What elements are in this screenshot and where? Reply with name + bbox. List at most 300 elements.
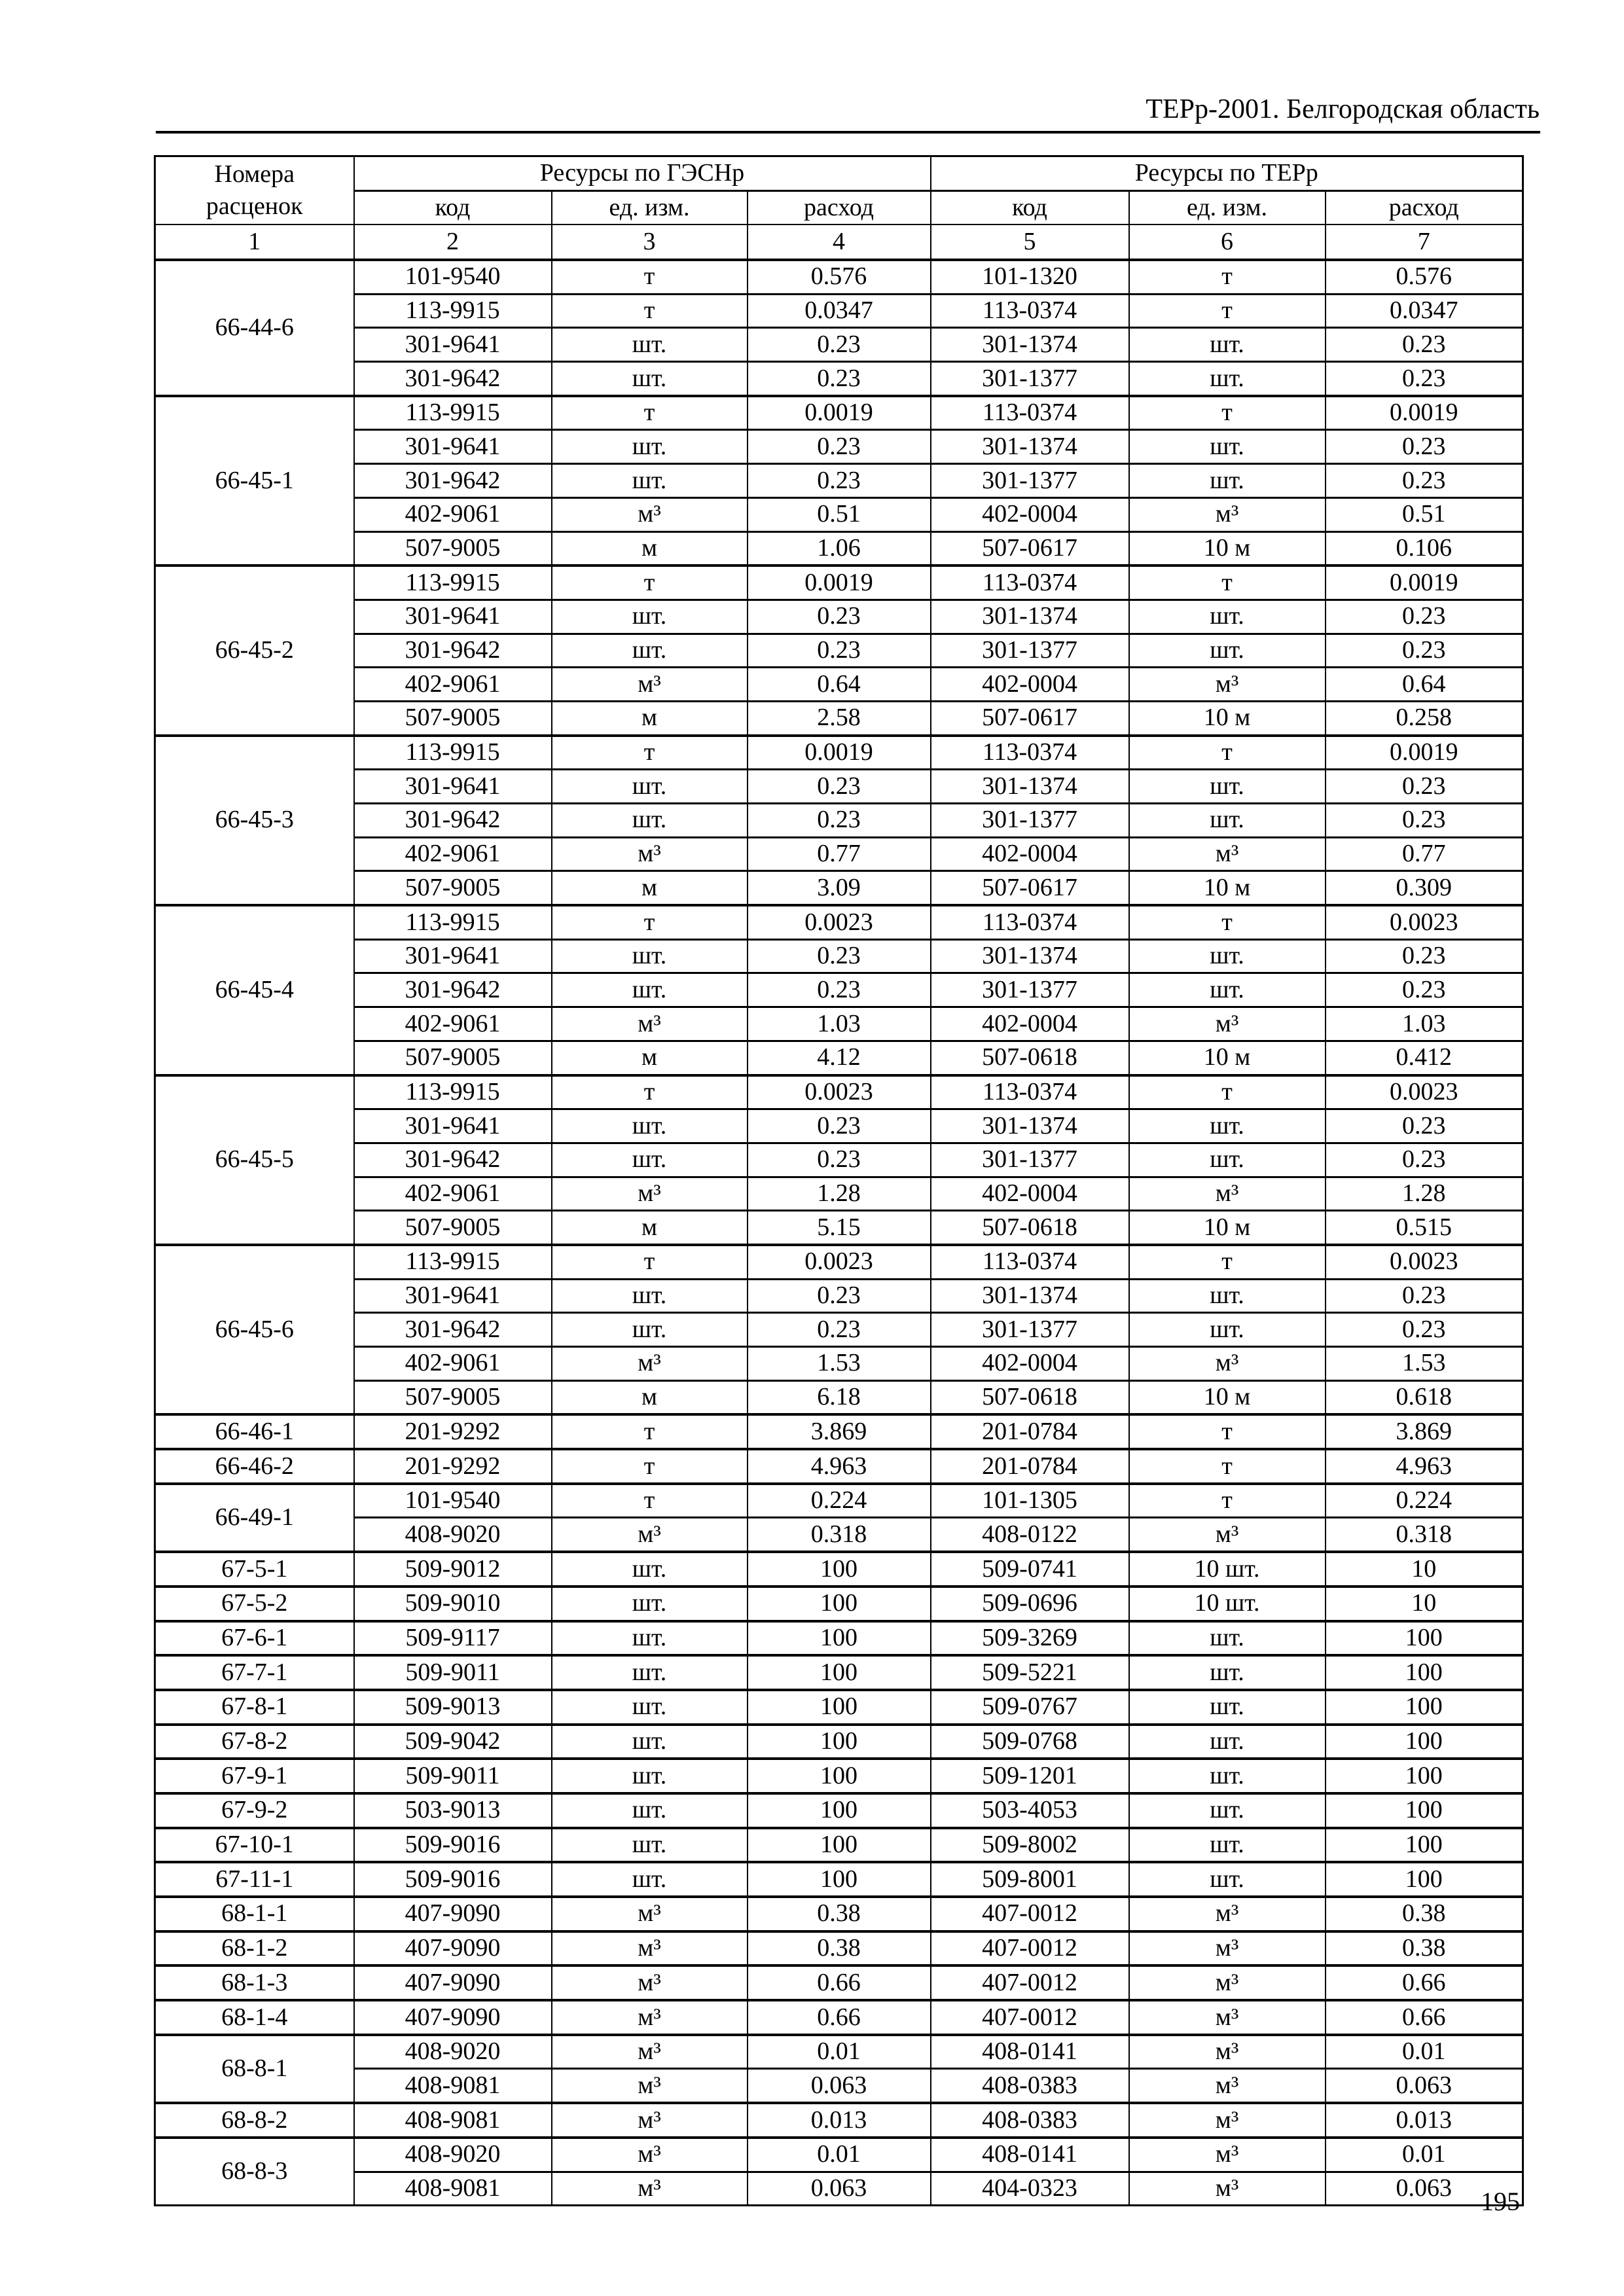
gesn-rate-cell: 0.23: [748, 362, 931, 396]
terr-unit-cell: м³: [1129, 2035, 1326, 2069]
table-row: [155, 497, 1523, 531]
terr-unit-cell: шт.: [1129, 362, 1326, 396]
gesn-unit-cell: м³: [552, 2035, 748, 2069]
gesn-unit-cell: шт.: [552, 804, 748, 838]
gesn-code-cell: 301-9641: [354, 600, 552, 634]
table-row: [155, 2035, 1523, 2069]
gesn-rate-cell: 0.23: [748, 1313, 931, 1347]
table-row: [155, 1862, 1523, 1897]
terr-code-cell: 301-1377: [931, 1313, 1129, 1347]
gesn-rate-cell: 3.869: [748, 1414, 931, 1449]
gesn-unit-cell: шт.: [552, 430, 748, 464]
terr-rate-cell: 0.258: [1326, 701, 1523, 735]
gesn-code-cell: 408-9020: [354, 1518, 552, 1552]
table-row: [155, 770, 1523, 804]
table-row: [155, 565, 1523, 600]
rate-number-cell: 68-1-3: [155, 1965, 354, 2000]
table-row: [155, 1380, 1523, 1414]
table-row: [155, 871, 1523, 905]
table-row: [155, 1279, 1523, 1313]
terr-code-cell: 301-1374: [931, 1109, 1129, 1143]
table-header: [155, 156, 1523, 260]
terr-code-cell: 301-1374: [931, 600, 1129, 634]
col-header-rate-numbers-line2: расценок: [206, 192, 303, 220]
table-row: [155, 1245, 1523, 1279]
terr-unit-cell: м³: [1129, 2103, 1326, 2138]
terr-rate-cell: 0.66: [1326, 1965, 1523, 2000]
gesn-code-cell: 402-9061: [354, 668, 552, 702]
terr-rate-cell: 0.23: [1326, 770, 1523, 804]
gesn-code-cell: 408-9020: [354, 2035, 552, 2069]
terr-rate-cell: 0.23: [1326, 1313, 1523, 1347]
terr-code-cell: 509-1201: [931, 1759, 1129, 1793]
table-row: [155, 1211, 1523, 1245]
table-row: [155, 1725, 1523, 1759]
gesn-unit-cell: шт.: [552, 1862, 748, 1897]
terr-rate-cell: 0.01: [1326, 2035, 1523, 2069]
col-header-terr-rate: расход: [1326, 191, 1523, 225]
gesn-code-cell: 301-9642: [354, 362, 552, 396]
gesn-unit-cell: м: [552, 1211, 748, 1245]
table-row: [155, 2000, 1523, 2035]
gesn-rate-cell: 0.77: [748, 837, 931, 871]
terr-code-cell: 113-0374: [931, 1245, 1129, 1279]
terr-unit-cell: м³: [1129, 497, 1326, 531]
terr-unit-cell: шт.: [1129, 1109, 1326, 1143]
table-row: [155, 1177, 1523, 1211]
rate-number-cell: 66-44-6: [155, 260, 354, 396]
gesn-rate-cell: 5.15: [748, 1211, 931, 1245]
table-row: [155, 1518, 1523, 1552]
gesn-rate-cell: 0.23: [748, 600, 931, 634]
gesn-unit-cell: шт.: [552, 770, 748, 804]
col-header-gesn-rate: расход: [748, 191, 931, 225]
terr-code-cell: 201-0784: [931, 1414, 1129, 1449]
gesn-unit-cell: шт.: [552, 1690, 748, 1725]
terr-code-cell: 113-0374: [931, 736, 1129, 770]
terr-code-cell: 301-1377: [931, 464, 1129, 498]
gesn-unit-cell: м³: [552, 1965, 748, 2000]
table-row: [155, 1655, 1523, 1690]
gesn-code-cell: 113-9915: [354, 294, 552, 328]
rate-number-cell: 67-5-1: [155, 1552, 354, 1587]
gesn-rate-cell: 0.013: [748, 2103, 931, 2138]
table-row: [155, 2138, 1523, 2172]
terr-code-cell: 509-0696: [931, 1587, 1129, 1621]
rate-number-cell: 67-7-1: [155, 1655, 354, 1690]
gesn-rate-cell: 0.0019: [748, 396, 931, 430]
table-body: [155, 260, 1523, 2206]
document-title: ТЕРр-2001. Белгородская область: [1146, 94, 1540, 124]
terr-code-cell: 507-0618: [931, 1041, 1129, 1075]
terr-code-cell: 301-1374: [931, 328, 1129, 362]
table-row: [155, 1484, 1523, 1518]
gesn-unit-cell: т: [552, 736, 748, 770]
terr-rate-cell: 0.23: [1326, 1143, 1523, 1177]
terr-rate-cell: 0.23: [1326, 430, 1523, 464]
terr-rate-cell: 0.224: [1326, 1484, 1523, 1518]
gesn-code-cell: 113-9915: [354, 565, 552, 600]
terr-unit-cell: шт.: [1129, 634, 1326, 668]
gesn-code-cell: 301-9642: [354, 464, 552, 498]
gesn-unit-cell: м³: [552, 1931, 748, 1966]
gesn-unit-cell: м³: [552, 2172, 748, 2206]
table-row: [155, 1690, 1523, 1725]
terr-rate-cell: 100: [1326, 1690, 1523, 1725]
terr-unit-cell: т: [1129, 294, 1326, 328]
gesn-code-cell: 507-9005: [354, 1380, 552, 1414]
table-row: [155, 1897, 1523, 1931]
terr-rate-cell: 0.23: [1326, 600, 1523, 634]
table-row: [155, 294, 1523, 328]
gesn-unit-cell: м³: [552, 2000, 748, 2035]
gesn-unit-cell: м³: [552, 1518, 748, 1552]
terr-rate-cell: 0.38: [1326, 1931, 1523, 1966]
terr-rate-cell: 10: [1326, 1587, 1523, 1621]
terr-unit-cell: м³: [1129, 1965, 1326, 2000]
terr-code-cell: 408-0122: [931, 1518, 1129, 1552]
terr-code-cell: 509-0767: [931, 1690, 1129, 1725]
terr-unit-cell: 10 м: [1129, 1041, 1326, 1075]
terr-unit-cell: шт.: [1129, 770, 1326, 804]
col-header-gesn-group: Ресурсы по ГЭСНр: [354, 156, 931, 191]
gesn-code-cell: 301-9641: [354, 328, 552, 362]
gesn-code-cell: 407-9090: [354, 2000, 552, 2035]
terr-code-cell: 408-0383: [931, 2069, 1129, 2103]
gesn-rate-cell: 100: [748, 1759, 931, 1793]
gesn-code-cell: 113-9915: [354, 396, 552, 430]
terr-rate-cell: 0.23: [1326, 328, 1523, 362]
rate-number-cell: 67-10-1: [155, 1828, 354, 1863]
table-row: [155, 736, 1523, 770]
col-number-1: 1: [155, 224, 354, 260]
gesn-unit-cell: т: [552, 565, 748, 600]
gesn-rate-cell: 0.0023: [748, 1245, 931, 1279]
terr-unit-cell: шт.: [1129, 1793, 1326, 1828]
terr-unit-cell: м³: [1129, 1177, 1326, 1211]
table-row: [155, 2069, 1523, 2103]
terr-code-cell: 507-0617: [931, 531, 1129, 565]
terr-unit-cell: т: [1129, 565, 1326, 600]
gesn-rate-cell: 0.0019: [748, 565, 931, 600]
gesn-unit-cell: м³: [552, 1347, 748, 1381]
table-row: [155, 1143, 1523, 1177]
terr-code-cell: 402-0004: [931, 1007, 1129, 1041]
rate-number-cell: 68-1-1: [155, 1897, 354, 1931]
terr-code-cell: 507-0618: [931, 1380, 1129, 1414]
col-number-7: 7: [1326, 224, 1523, 260]
gesn-code-cell: 301-9642: [354, 1143, 552, 1177]
terr-rate-cell: 0.23: [1326, 634, 1523, 668]
rate-number-cell: 66-45-5: [155, 1075, 354, 1245]
terr-rate-cell: 0.77: [1326, 837, 1523, 871]
terr-rate-cell: 0.0023: [1326, 1075, 1523, 1109]
terr-rate-cell: 0.0023: [1326, 1245, 1523, 1279]
gesn-code-cell: 402-9061: [354, 1007, 552, 1041]
table-header-group-row: [155, 156, 1523, 191]
gesn-rate-cell: 4.12: [748, 1041, 931, 1075]
gesn-code-cell: 509-9013: [354, 1690, 552, 1725]
table-row: [155, 1828, 1523, 1863]
table-row: [155, 1931, 1523, 1966]
terr-rate-cell: 4.963: [1326, 1449, 1523, 1484]
gesn-code-cell: 503-9013: [354, 1793, 552, 1828]
gesn-unit-cell: шт.: [552, 1793, 748, 1828]
terr-code-cell: 301-1374: [931, 430, 1129, 464]
terr-unit-cell: шт.: [1129, 939, 1326, 973]
terr-rate-cell: 100: [1326, 1862, 1523, 1897]
gesn-unit-cell: м³: [552, 1177, 748, 1211]
terr-unit-cell: 10 м: [1129, 531, 1326, 565]
gesn-unit-cell: шт.: [552, 464, 748, 498]
gesn-code-cell: 507-9005: [354, 531, 552, 565]
terr-unit-cell: шт.: [1129, 328, 1326, 362]
table-row: [155, 668, 1523, 702]
terr-rate-cell: 100: [1326, 1759, 1523, 1793]
gesn-unit-cell: м: [552, 871, 748, 905]
gesn-unit-cell: шт.: [552, 328, 748, 362]
table-row: [155, 1313, 1523, 1347]
rate-number-cell: 67-9-1: [155, 1759, 354, 1793]
rate-number-cell: 66-46-1: [155, 1414, 354, 1449]
rate-number-cell: 66-45-1: [155, 396, 354, 565]
gesn-rate-cell: 100: [748, 1690, 931, 1725]
rate-number-cell: 68-8-3: [155, 2138, 354, 2206]
table-row: [155, 2103, 1523, 2138]
gesn-code-cell: 301-9642: [354, 973, 552, 1007]
terr-rate-cell: 0.063: [1326, 2069, 1523, 2103]
col-header-rate-numbers: [155, 156, 354, 225]
table-row: [155, 396, 1523, 430]
terr-unit-cell: шт.: [1129, 600, 1326, 634]
terr-code-cell: 509-5221: [931, 1655, 1129, 1690]
table-row: [155, 939, 1523, 973]
terr-code-cell: 509-0768: [931, 1725, 1129, 1759]
gesn-unit-cell: шт.: [552, 1655, 748, 1690]
rate-number-cell: 68-1-4: [155, 2000, 354, 2035]
gesn-unit-cell: т: [552, 260, 748, 294]
gesn-rate-cell: 100: [748, 1862, 931, 1897]
terr-code-cell: 402-0004: [931, 1177, 1129, 1211]
col-number-5: 5: [931, 224, 1129, 260]
terr-unit-cell: м³: [1129, 1007, 1326, 1041]
table-row: [155, 1552, 1523, 1587]
terr-rate-cell: 0.063: [1326, 2172, 1523, 2206]
terr-rate-cell: 1.28: [1326, 1177, 1523, 1211]
rate-number-cell: 66-45-2: [155, 565, 354, 735]
rate-number-cell: 68-1-2: [155, 1931, 354, 1966]
terr-rate-cell: 100: [1326, 1828, 1523, 1863]
terr-rate-cell: 100: [1326, 1655, 1523, 1690]
terr-rate-cell: 0.23: [1326, 973, 1523, 1007]
terr-rate-cell: 1.53: [1326, 1347, 1523, 1381]
terr-rate-cell: 0.23: [1326, 804, 1523, 838]
terr-code-cell: 101-1320: [931, 260, 1129, 294]
gesn-code-cell: 101-9540: [354, 1484, 552, 1518]
gesn-code-cell: 101-9540: [354, 260, 552, 294]
terr-rate-cell: 10: [1326, 1552, 1523, 1587]
terr-rate-cell: 0.23: [1326, 1279, 1523, 1313]
gesn-code-cell: 301-9642: [354, 634, 552, 668]
col-header-gesn-unit: ед. изм.: [552, 191, 748, 225]
table-header-numbering-row: [155, 224, 1523, 260]
rate-number-cell: 66-46-2: [155, 1449, 354, 1484]
gesn-unit-cell: м³: [552, 837, 748, 871]
gesn-code-cell: 113-9915: [354, 1075, 552, 1109]
terr-code-cell: 301-1374: [931, 1279, 1129, 1313]
terr-unit-cell: 10 м: [1129, 871, 1326, 905]
terr-code-cell: 407-0012: [931, 1897, 1129, 1931]
header-divider: [156, 131, 1540, 134]
terr-rate-cell: 0.0019: [1326, 396, 1523, 430]
gesn-code-cell: 201-9292: [354, 1449, 552, 1484]
gesn-code-cell: 408-9081: [354, 2172, 552, 2206]
terr-rate-cell: 0.576: [1326, 260, 1523, 294]
table-row: [155, 804, 1523, 838]
gesn-unit-cell: м³: [552, 668, 748, 702]
col-header-terr-unit: ед. изм.: [1129, 191, 1326, 225]
gesn-rate-cell: 0.66: [748, 1965, 931, 2000]
terr-rate-cell: 0.51: [1326, 497, 1523, 531]
table-row: [155, 531, 1523, 565]
gesn-unit-cell: шт.: [552, 362, 748, 396]
terr-unit-cell: шт.: [1129, 1655, 1326, 1690]
gesn-rate-cell: 100: [748, 1552, 931, 1587]
terr-unit-cell: шт.: [1129, 1621, 1326, 1656]
table-row: [155, 1759, 1523, 1793]
gesn-rate-cell: 0.01: [748, 2138, 931, 2172]
gesn-rate-cell: 0.23: [748, 804, 931, 838]
terr-code-cell: 301-1374: [931, 770, 1129, 804]
terr-code-cell: 507-0618: [931, 1211, 1129, 1245]
gesn-unit-cell: шт.: [552, 1109, 748, 1143]
terr-rate-cell: 0.0019: [1326, 736, 1523, 770]
gesn-code-cell: 407-9090: [354, 1965, 552, 2000]
terr-code-cell: 407-0012: [931, 2000, 1129, 2035]
gesn-rate-cell: 2.58: [748, 701, 931, 735]
gesn-code-cell: 509-9010: [354, 1587, 552, 1621]
terr-unit-cell: т: [1129, 736, 1326, 770]
gesn-rate-cell: 0.0023: [748, 1075, 931, 1109]
rate-number-cell: 67-8-2: [155, 1725, 354, 1759]
terr-unit-cell: м³: [1129, 2000, 1326, 2035]
gesn-rate-cell: 0.224: [748, 1484, 931, 1518]
terr-unit-cell: 10 шт.: [1129, 1587, 1326, 1621]
terr-unit-cell: т: [1129, 1484, 1326, 1518]
rate-number-cell: 67-9-2: [155, 1793, 354, 1828]
terr-code-cell: 301-1377: [931, 973, 1129, 1007]
terr-code-cell: 408-0383: [931, 2103, 1129, 2138]
terr-code-cell: 101-1305: [931, 1484, 1129, 1518]
gesn-unit-cell: т: [552, 905, 748, 939]
table-row: [155, 1965, 1523, 2000]
terr-unit-cell: т: [1129, 1449, 1326, 1484]
gesn-code-cell: 301-9641: [354, 430, 552, 464]
terr-code-cell: 404-0323: [931, 2172, 1129, 2206]
gesn-rate-cell: 0.23: [748, 939, 931, 973]
gesn-rate-cell: 0.0019: [748, 736, 931, 770]
rate-number-cell: 66-45-4: [155, 905, 354, 1075]
terr-unit-cell: шт.: [1129, 1279, 1326, 1313]
gesn-unit-cell: м³: [552, 2069, 748, 2103]
table-row: [155, 260, 1523, 294]
gesn-rate-cell: 0.23: [748, 464, 931, 498]
terr-unit-cell: 10 шт.: [1129, 1552, 1326, 1587]
terr-unit-cell: т: [1129, 1245, 1326, 1279]
gesn-rate-cell: 0.01: [748, 2035, 931, 2069]
terr-unit-cell: м³: [1129, 2172, 1326, 2206]
table-row: [155, 1075, 1523, 1109]
rate-number-cell: 68-8-1: [155, 2035, 354, 2103]
col-number-6: 6: [1129, 224, 1326, 260]
terr-code-cell: 301-1377: [931, 362, 1129, 396]
gesn-rate-cell: 100: [748, 1587, 931, 1621]
gesn-rate-cell: 3.09: [748, 871, 931, 905]
terr-rate-cell: 0.64: [1326, 668, 1523, 702]
gesn-rate-cell: 0.576: [748, 260, 931, 294]
gesn-unit-cell: м³: [552, 2138, 748, 2172]
gesn-code-cell: 407-9090: [354, 1897, 552, 1931]
gesn-code-cell: 201-9292: [354, 1414, 552, 1449]
table-header-sub-row: [155, 191, 1523, 225]
terr-unit-cell: м³: [1129, 2069, 1326, 2103]
terr-unit-cell: шт.: [1129, 1862, 1326, 1897]
gesn-code-cell: 301-9641: [354, 770, 552, 804]
terr-unit-cell: м³: [1129, 837, 1326, 871]
gesn-rate-cell: 100: [748, 1725, 931, 1759]
table-row: [155, 362, 1523, 396]
gesn-unit-cell: шт.: [552, 1313, 748, 1347]
gesn-code-cell: 408-9081: [354, 2069, 552, 2103]
rate-number-cell: 66-45-3: [155, 736, 354, 905]
gesn-rate-cell: 0.23: [748, 770, 931, 804]
gesn-rate-cell: 0.23: [748, 328, 931, 362]
gesn-rate-cell: 4.963: [748, 1449, 931, 1484]
table-row: [155, 1347, 1523, 1381]
terr-unit-cell: шт.: [1129, 1143, 1326, 1177]
table-row: [155, 1041, 1523, 1075]
gesn-rate-cell: 1.53: [748, 1347, 931, 1381]
gesn-unit-cell: т: [552, 1414, 748, 1449]
gesn-rate-cell: 100: [748, 1793, 931, 1828]
rate-number-cell: 67-5-2: [155, 1587, 354, 1621]
gesn-rate-cell: 0.23: [748, 1109, 931, 1143]
table-row: [155, 701, 1523, 735]
gesn-unit-cell: шт.: [552, 1143, 748, 1177]
terr-code-cell: 301-1377: [931, 634, 1129, 668]
col-header-terr-code: код: [931, 191, 1129, 225]
gesn-unit-cell: т: [552, 294, 748, 328]
gesn-unit-cell: м³: [552, 1007, 748, 1041]
gesn-unit-cell: шт.: [552, 1759, 748, 1793]
terr-rate-cell: 0.515: [1326, 1211, 1523, 1245]
terr-code-cell: 507-0617: [931, 871, 1129, 905]
terr-rate-cell: 0.0019: [1326, 565, 1523, 600]
terr-unit-cell: 10 м: [1129, 701, 1326, 735]
gesn-code-cell: 301-9642: [354, 804, 552, 838]
terr-unit-cell: м³: [1129, 2138, 1326, 2172]
table-row: [155, 1007, 1523, 1041]
col-header-terr-group: Ресурсы по ТЕРр: [931, 156, 1523, 191]
gesn-rate-cell: 0.23: [748, 634, 931, 668]
gesn-unit-cell: шт.: [552, 939, 748, 973]
page-number: 195: [1481, 2187, 1520, 2216]
gesn-code-cell: 402-9061: [354, 1347, 552, 1381]
terr-rate-cell: 0.01: [1326, 2138, 1523, 2172]
gesn-code-cell: 509-9016: [354, 1828, 552, 1863]
col-number-3: 3: [552, 224, 748, 260]
terr-code-cell: 201-0784: [931, 1449, 1129, 1484]
